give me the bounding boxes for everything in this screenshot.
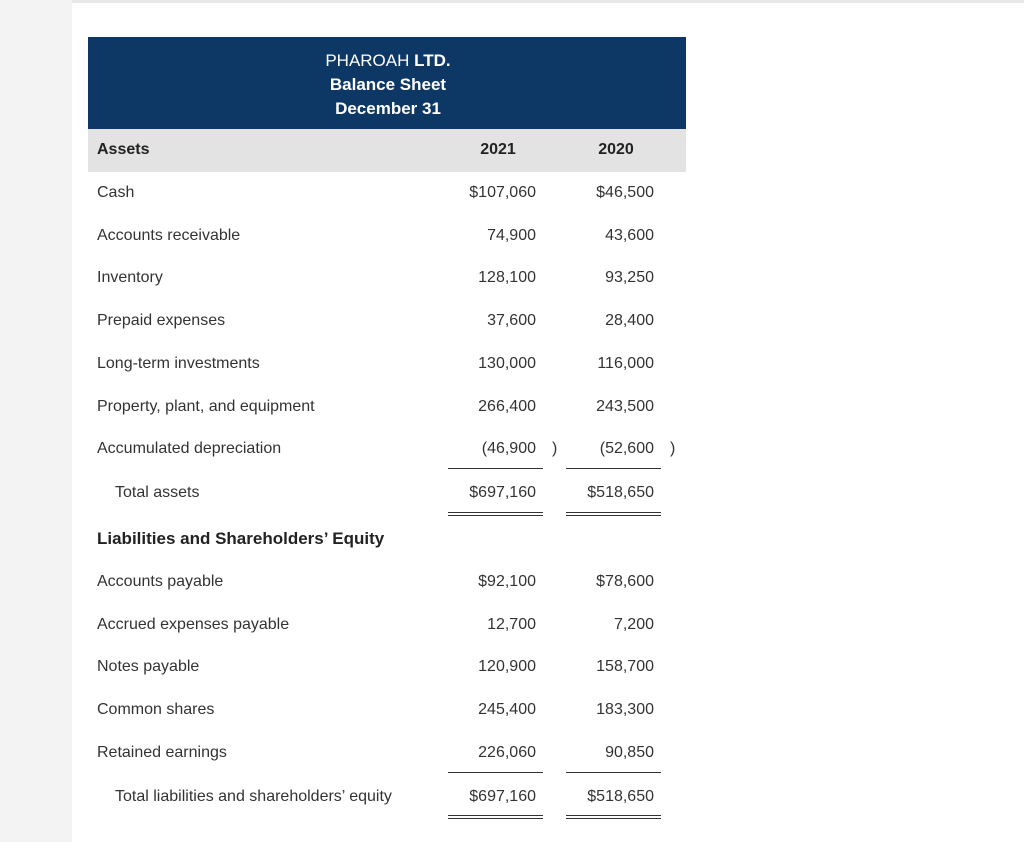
subtotal-underline-2020: [566, 468, 661, 469]
table-row: [88, 300, 686, 342]
total-assets-row: [88, 472, 686, 514]
total-liabilities-row: [88, 776, 686, 818]
total-double-underline-2021: [448, 512, 543, 513]
assets-heading: Assets: [97, 141, 150, 158]
balance-sheet: [88, 37, 686, 805]
value-2021: $92,100: [478, 573, 536, 590]
value-2021: 12,700: [487, 615, 536, 633]
table-row: [88, 257, 686, 299]
value-2020: 158,700: [596, 658, 654, 676]
row-label: Accrued expenses payable: [97, 615, 290, 633]
row-label: Total assets: [115, 484, 200, 501]
table-row: [88, 386, 686, 428]
row-label: Total liabilities and shareholders’ equity: [115, 788, 392, 805]
table-row: [88, 689, 686, 731]
value-2020: 7,200: [613, 615, 654, 633]
value-2021: $697,160: [469, 788, 536, 805]
subtotal-underline-2020: [566, 772, 661, 773]
value-2021: 226,060: [478, 743, 536, 761]
value-2020: 93,250: [605, 269, 654, 287]
table-row: [88, 646, 686, 688]
statement-header: [88, 37, 686, 129]
row-label: Accounts payable: [97, 573, 224, 590]
value-2020: $518,650: [587, 484, 654, 501]
row-label: Prepaid expenses: [97, 312, 226, 330]
total-double-underline-2020: [566, 815, 661, 816]
value-2021: $697,160: [469, 484, 536, 501]
value-2020: 28,400: [605, 312, 654, 330]
top-border: [72, 0, 1024, 3]
total-double-underline-2021: [448, 515, 543, 516]
liabilities-heading-label: Liabilities and Shareholders’ Equity: [97, 529, 385, 548]
total-double-underline-2021: [448, 818, 543, 819]
value-2020: $518,650: [587, 788, 654, 805]
table-row: [88, 604, 686, 646]
value-2021: 74,900: [487, 226, 536, 244]
column-header-row: [88, 129, 686, 172]
subtotal-underline-2021: [448, 468, 543, 469]
table-row: [88, 215, 686, 257]
row-label: Long-term investments: [97, 354, 260, 372]
row-label: Retained earnings: [97, 743, 227, 761]
statement-date: December 31: [335, 99, 441, 118]
subtotal-underline-2021: [448, 772, 543, 773]
page: [72, 0, 1024, 842]
value-2020: (52,600: [599, 440, 654, 458]
year-2021-heading: 2021: [480, 141, 516, 158]
statement-title: Balance Sheet: [329, 75, 447, 94]
company-prefix: PHAROAH: [325, 51, 410, 70]
company-suffix: LTD.: [414, 51, 451, 70]
value-2021: (46,900: [481, 440, 536, 458]
row-label: Common shares: [97, 701, 215, 719]
total-double-underline-2020: [566, 515, 661, 516]
row-label: Accounts receivable: [97, 226, 241, 244]
value-2020: $46,500: [596, 184, 654, 201]
total-double-underline-2020: [566, 512, 661, 513]
table-row: [88, 172, 686, 214]
row-label: Cash: [97, 184, 135, 201]
row-label: Inventory: [97, 269, 163, 287]
row-label: Accumulated depreciation: [97, 440, 282, 458]
table-row: [88, 561, 686, 603]
row-label: Notes payable: [97, 658, 200, 676]
value-2020: 183,300: [596, 701, 654, 719]
value-2020: 43,600: [605, 226, 654, 244]
value-2021: 266,400: [478, 397, 536, 415]
value-2020: 243,500: [596, 397, 654, 415]
row-label: Property, plant, and equipment: [97, 397, 315, 415]
value-2021: 37,600: [487, 312, 536, 330]
value-2021: 245,400: [478, 701, 536, 719]
closing-paren-2021: ): [552, 440, 558, 458]
table-row: [88, 428, 686, 470]
year-2020-heading: 2020: [598, 141, 634, 158]
table-row: [88, 732, 686, 774]
value-2020: $78,600: [596, 573, 654, 590]
value-2021: $107,060: [469, 184, 536, 201]
value-2020: 90,850: [605, 743, 654, 761]
value-2021: 128,100: [478, 269, 536, 287]
value-2020: 116,000: [597, 354, 654, 372]
total-double-underline-2020: [566, 818, 661, 819]
closing-paren-2020: ): [670, 440, 676, 458]
value-2021: 130,000: [478, 354, 536, 372]
value-2021: 120,900: [478, 658, 536, 676]
total-double-underline-2021: [448, 815, 543, 816]
liabilities-section-heading: [88, 517, 686, 559]
table-row: [88, 343, 686, 385]
company-name: [88, 50, 688, 72]
